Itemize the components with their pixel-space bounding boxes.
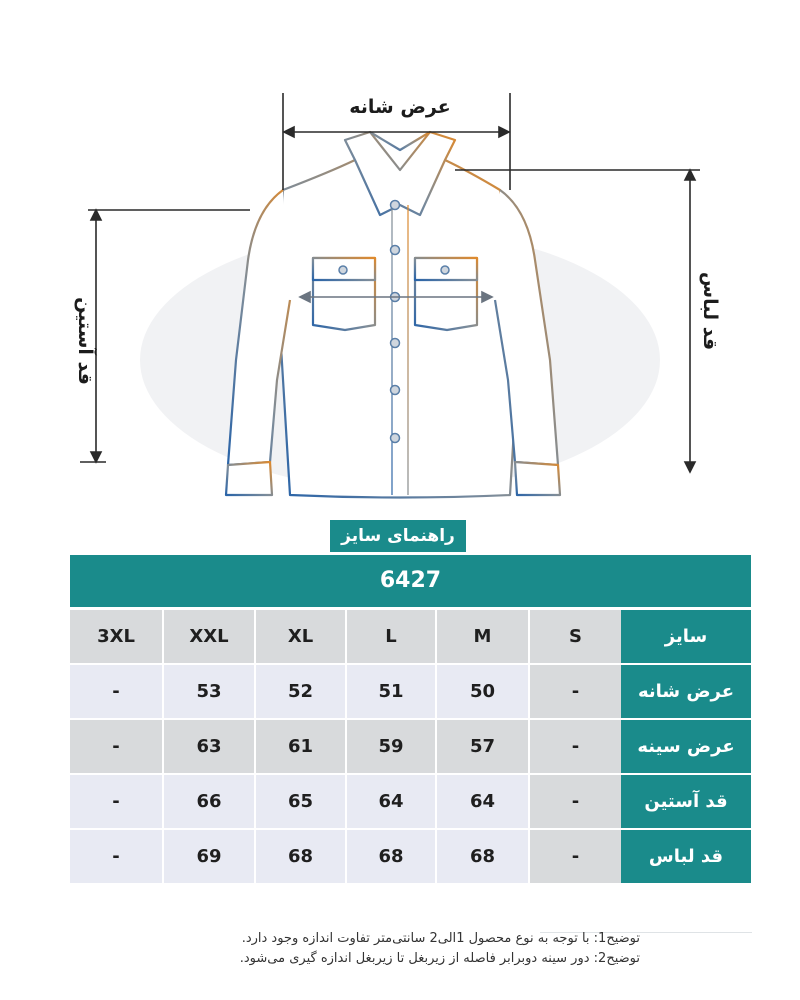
table-cell: 57 (437, 720, 528, 773)
table-cell: 51 (347, 665, 435, 718)
table-cell: - (530, 720, 621, 773)
row-label: عرض شانه (621, 665, 751, 718)
table-row (70, 830, 751, 883)
row-label: عرض سینه (621, 720, 751, 773)
table-cell: 65 (256, 775, 345, 828)
table-cell: - (530, 665, 621, 718)
table-cell: 68 (437, 830, 528, 883)
shoulder-width-label: عرض شانه (349, 96, 451, 118)
size-header-cell: XXL (164, 610, 254, 663)
table-row (70, 720, 751, 773)
model-number: 6427 (70, 555, 751, 607)
size-guide-title: راهنمای سایز (330, 520, 466, 552)
table-row (70, 775, 751, 828)
size-header-cell: S (530, 610, 621, 663)
table-cell: 50 (437, 665, 528, 718)
row-label: قد آستین (621, 775, 751, 828)
table-cell: - (530, 775, 621, 828)
table-row (70, 665, 751, 718)
table-cell: - (70, 720, 162, 773)
size-row-label: سایز (621, 610, 751, 663)
table-cell: 66 (164, 775, 254, 828)
note-line: توضیح2: دور سینه دوبرابر فاصله از زیربغل تا زیربغل اندازه گیری می‌شود. (239, 951, 640, 966)
table-cell: 53 (164, 665, 254, 718)
size-header-cell: XL (256, 610, 345, 663)
table-cell: 63 (164, 720, 254, 773)
table-cell: - (70, 775, 162, 828)
table-cell: - (70, 665, 162, 718)
garment-length-label: قد لباس (699, 271, 721, 351)
size-header-cell: 3XL (70, 610, 162, 663)
table-cell: - (530, 830, 621, 883)
row-label: قد لباس (621, 830, 751, 883)
table-cell: 64 (437, 775, 528, 828)
size-header-cell: M (437, 610, 528, 663)
note-line: توضیح1: با توجه به نوع محصول 1الی2 سانتی‌متر تفاوت اندازه وجود دارد. (241, 931, 640, 946)
size-header-cell: L (347, 610, 435, 663)
table-cell: 69 (164, 830, 254, 883)
table-cell: 59 (347, 720, 435, 773)
sleeve-length-label: قد آستین (74, 297, 96, 385)
table-cell: 68 (256, 830, 345, 883)
table-cell: 52 (256, 665, 345, 718)
table-cell: 64 (347, 775, 435, 828)
table-cell: 61 (256, 720, 345, 773)
notes (60, 929, 640, 969)
table-cell: - (70, 830, 162, 883)
table-header-row (70, 610, 751, 663)
table-cell: 68 (347, 830, 435, 883)
